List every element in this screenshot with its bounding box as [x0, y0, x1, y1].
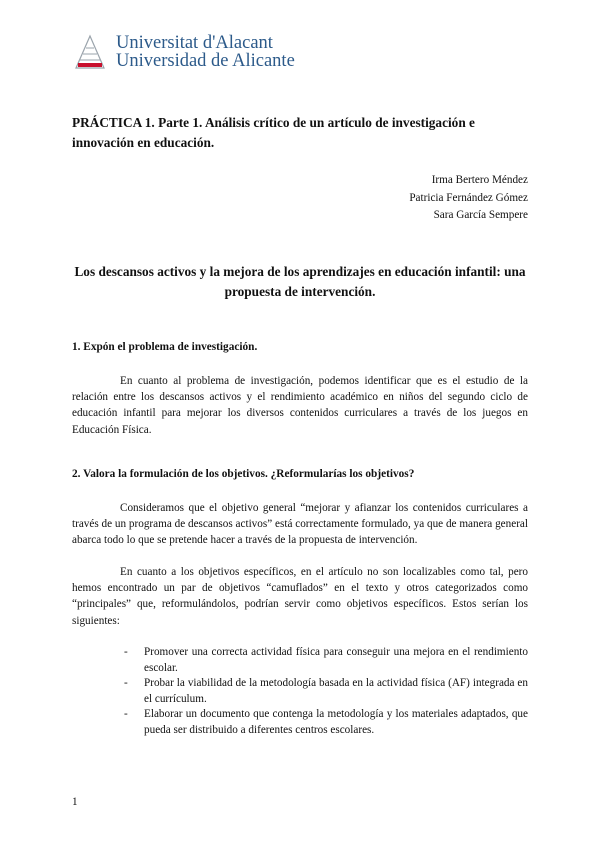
- article-title: Los descansos activos y la mejora de los aprendizajes en educación infantil: una propuesta de intervención.: [74, 264, 526, 299]
- list-item: [112, 676, 528, 707]
- bullet-marker: -: [124, 708, 128, 720]
- list-item: [112, 707, 528, 738]
- bullet-marker: -: [124, 646, 128, 658]
- practice-title: PRÁCTICA 1. Parte 1. Análisis crítico de un artículo de investigación e innovación en educación.: [72, 115, 475, 150]
- list-item-text: Promover una correcta actividad física para conseguir una mejora en el rendimiento escolar.: [144, 646, 528, 674]
- list-item-text: Elaborar un documento que contenga la metodología y los materiales adaptados, que pueda ser distribuido a diferentes centros escolares.: [144, 708, 528, 736]
- author-name: Sara García Sempere: [433, 209, 528, 221]
- list-item-text: Probar la viabilidad de la metodología basada en la actividad física (AF) integrada en el currículum.: [144, 677, 528, 705]
- author-name: Patricia Fernández Gómez: [409, 191, 528, 204]
- section1-heading: 1. Expón el problema de investigación.: [72, 341, 258, 353]
- section2-paragraph1: Consideramos que el objetivo general “mejorar y afianzar los contenidos curriculares a través de un programa de descansos activos” está correctamente formulado, ya que de manera general abarca todo lo que se pretende hacer a través de la propuesta de intervención.: [72, 502, 528, 547]
- bullet-marker: -: [124, 677, 128, 689]
- list-item: [112, 645, 528, 676]
- university-logo: [74, 34, 295, 70]
- university-name: [116, 34, 295, 70]
- page-number: 1: [72, 796, 78, 808]
- author-list: [409, 172, 528, 225]
- section2-paragraph2: En cuanto a los objetivos específicos, en el artículo no son localizables como tal, pero hemos encontrado un par de objetivos “camuflados” en el texto y otros categorizados como “principales” que, reformulándolos, podrían servir como objetivos específicos. Estos serían los siguientes:: [72, 566, 528, 627]
- objectives-list: [112, 645, 528, 738]
- university-name-line2: Universidad de Alicante: [116, 51, 295, 71]
- section2-heading: 2. Valora la formulación de los objetivos. ¿Reformularías los objetivos?: [72, 468, 415, 480]
- university-name-line1: Universitat d'Alacant: [116, 33, 273, 53]
- section1-paragraph: En cuanto al problema de investigación, podemos identificar que es el estudio de la relación entre los descansos activos y el rendimiento académico en niños del segundo ciclo de educación infantil para mejorar los diversos contenidos curriculares a través de los juegos en Educación Física.: [72, 375, 528, 436]
- author-name: Irma Bertero Méndez: [431, 174, 528, 186]
- university-emblem-icon: [74, 34, 106, 70]
